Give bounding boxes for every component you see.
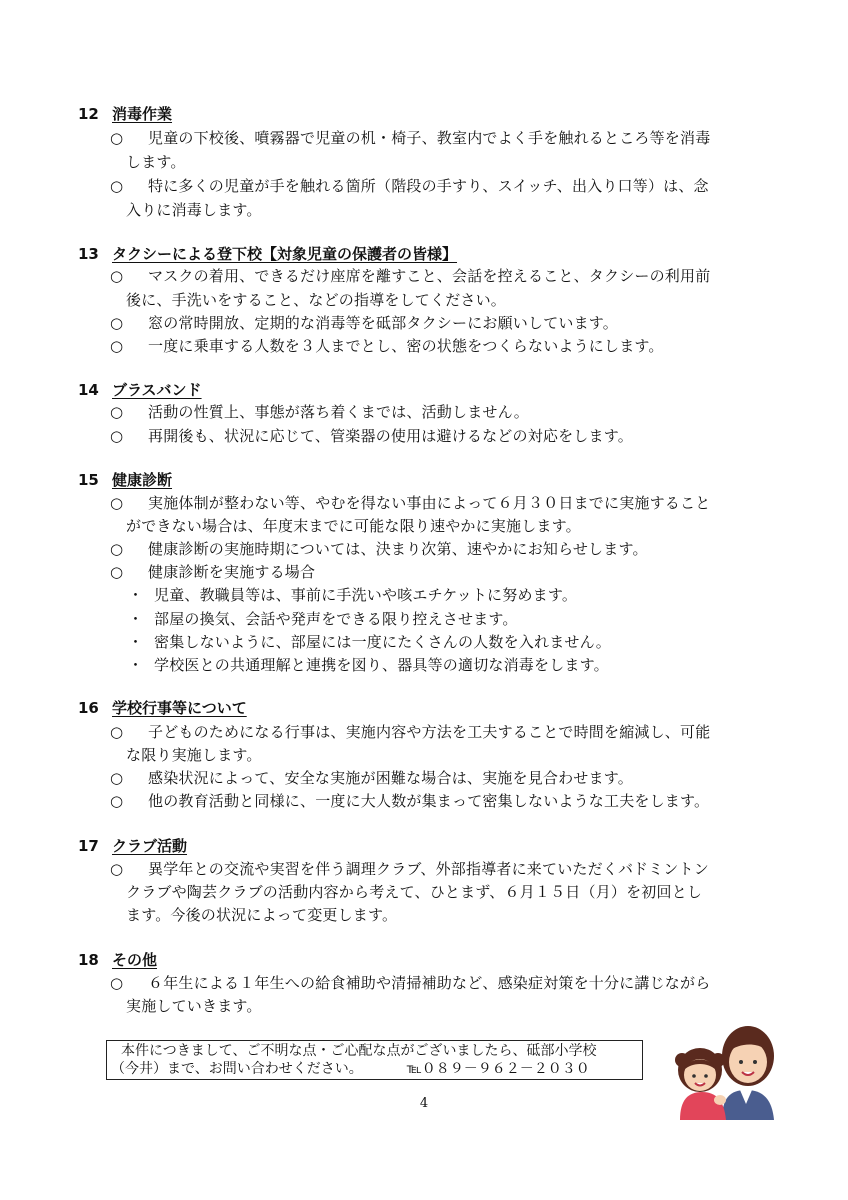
list-item: ○ ６年生による１年生への給食補助や清掃補助など、感染症対策を十分に講じながら xyxy=(110,974,711,992)
circle-bullet-icon: ○ xyxy=(110,540,124,558)
adult-mouth xyxy=(742,1072,754,1075)
section-number: 13 xyxy=(78,245,99,263)
list-item: ○ 他の教育活動と同様に、一度に大人数が集まって密集しないような工夫をします。 xyxy=(110,792,710,810)
adult-eye xyxy=(753,1060,757,1064)
list-item-cont: 実施していきます。 xyxy=(126,997,262,1015)
section-number: 18 xyxy=(78,951,99,969)
sub-bullet-item: ・ 学校医との共通理解と連携を図り、器具等の適切な消毒をします。 xyxy=(128,656,609,674)
section-16-title xyxy=(78,698,247,718)
section-heading: 学校行事等について xyxy=(112,699,247,717)
sub-bullet-item: ・ 密集しないように、部屋には一度にたくさんの人数を入れません。 xyxy=(128,633,611,651)
section-number: 16 xyxy=(78,699,99,717)
child-eye xyxy=(704,1074,708,1078)
section-number: 12 xyxy=(78,105,99,123)
section-heading: タクシーによる登下校【対象児童の保護者の皆様】 xyxy=(112,245,458,263)
circle-bullet-icon: ○ xyxy=(110,860,124,878)
section-heading: クラブ活動 xyxy=(112,837,188,855)
list-item-cont: な限り実施します。 xyxy=(126,746,262,764)
circle-bullet-icon: ○ xyxy=(110,563,124,581)
list-item-cont: 後に、手洗いをすること、などの指導をしてください。 xyxy=(126,291,507,309)
section-number: 14 xyxy=(78,381,99,399)
contact-box xyxy=(106,1040,643,1080)
section-12-title xyxy=(78,104,172,124)
circle-bullet-icon: ○ xyxy=(110,403,124,421)
section-heading: ブラスバンド xyxy=(112,381,202,399)
section-number: 17 xyxy=(78,837,99,855)
list-item-cont: ます。今後の状況によって変更します。 xyxy=(126,906,398,924)
parent-child-illustration xyxy=(670,1012,780,1122)
list-item: ○ 感染状況によって、安全な実施が困難な場合は、実施を見合わせます。 xyxy=(110,769,633,787)
list-item: ○ 一度に乗車する人数を３人までとし、密の状態をつくらないようにします。 xyxy=(110,337,664,355)
section-14-title xyxy=(78,380,202,400)
section-heading: その他 xyxy=(112,951,158,969)
circle-bullet-icon: ○ xyxy=(110,723,124,741)
circle-bullet-icon: ○ xyxy=(110,494,124,512)
sub-bullet-item: ・ 児童、教職員等は、事前に手洗いや咳エチケットに努めます。 xyxy=(128,586,578,604)
list-item-cont: クラブや陶芸クラブの活動内容から考えて、ひとまず、６月１５日（月）を初回とし xyxy=(126,883,703,901)
circle-bullet-icon: ○ xyxy=(110,974,124,992)
list-item: ○ 活動の性質上、事態が落ち着くまでは、活動しません。 xyxy=(110,403,529,421)
dot-bullet-icon: ・ xyxy=(128,610,144,628)
list-item: ○ 異学年との交流や実習を伴う調理クラブ、外部指導者に来ていただくバドミントン xyxy=(110,860,709,878)
contact-line-2: （今井）まで、お問い合わせください。 ℡０８９－９６２－２０３０ xyxy=(111,1061,590,1077)
section-heading: 健康診断 xyxy=(112,471,173,489)
section-number: 15 xyxy=(78,471,99,489)
section-17-title xyxy=(78,836,187,856)
phone-number: ℡０８９－９６２－２０３０ xyxy=(406,1061,590,1077)
section-15-title xyxy=(78,470,172,490)
section-18-title xyxy=(78,950,157,970)
list-item: ○ 児童の下校後、噴霧器で児童の机・椅子、教室内でよく手を触れるところ等を消毒 xyxy=(110,129,711,147)
list-item: ○ 実施体制が整わない等、やむを得ない事由によって６月３０日までに実施すること xyxy=(110,494,711,512)
adult-eye xyxy=(739,1060,743,1064)
page-number: 4 xyxy=(419,1096,429,1111)
circle-bullet-icon: ○ xyxy=(110,769,124,787)
list-item: ○ 健康診断の実施時期については、決まり次第、速やかにお知らせします。 xyxy=(110,540,648,558)
dot-bullet-icon: ・ xyxy=(128,656,144,674)
circle-bullet-icon: ○ xyxy=(110,337,124,355)
section-13-title xyxy=(78,244,457,264)
list-item: ○ 再開後も、状況に応じて、管楽器の使用は避けるなどの対応をします。 xyxy=(110,427,633,445)
circle-bullet-icon: ○ xyxy=(110,314,124,332)
section-heading: 消毒作業 xyxy=(112,105,173,123)
circle-bullet-icon: ○ xyxy=(110,129,124,147)
dot-bullet-icon: ・ xyxy=(128,633,144,651)
circle-bullet-icon: ○ xyxy=(110,267,124,285)
list-item: ○ 健康診断を実施する場合 xyxy=(110,563,316,581)
adult-hand xyxy=(714,1095,726,1105)
list-item-cont: 入りに消毒します。 xyxy=(126,201,262,219)
list-item: ○ 子どものためになる行事は、実施内容や方法を工夫することで時間を縮減し、可能 xyxy=(110,723,711,741)
dot-bullet-icon: ・ xyxy=(128,586,144,604)
child-mouth xyxy=(695,1083,705,1086)
list-item: ○ マスクの着用、できるだけ座席を離すこと、会話を控えること、タクシーの利用前 xyxy=(110,267,711,285)
circle-bullet-icon: ○ xyxy=(110,177,124,195)
sub-bullet-item: ・ 部屋の換気、会話や発声をできる限り控えさせます。 xyxy=(128,610,518,628)
contact-line-1: 本件につきまして、ご不明な点・ご心配な点がございましたら、砥部小学校 xyxy=(121,1043,597,1059)
list-item-cont: します。 xyxy=(126,153,186,171)
list-item: ○ 特に多くの児童が手を触れる箇所（階段の手すり、スイッチ、出入り口等）は、念 xyxy=(110,177,709,195)
child-eye xyxy=(692,1074,696,1078)
list-item: ○ 窓の常時開放、定期的な消毒等を砥部タクシーにお願いしています。 xyxy=(110,314,619,332)
list-item-cont: ができない場合は、年度末までに可能な限り速やかに実施します。 xyxy=(126,517,581,535)
circle-bullet-icon: ○ xyxy=(110,427,124,445)
circle-bullet-icon: ○ xyxy=(110,792,124,810)
